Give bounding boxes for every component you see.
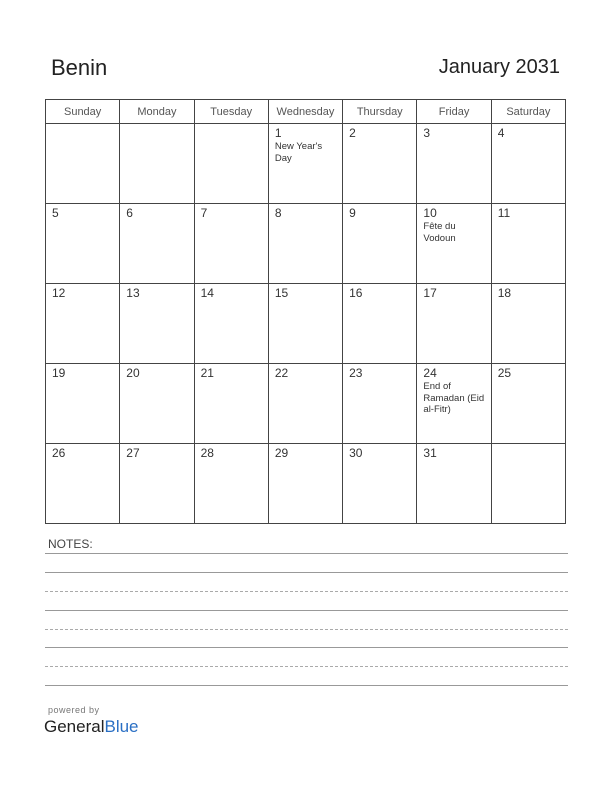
day-cell — [46, 364, 120, 444]
day-number: 8 — [274, 206, 282, 220]
day-cell — [268, 364, 342, 444]
day-number: 10 — [423, 206, 437, 220]
weekday-tuesday: Tuesday — [194, 100, 268, 124]
day-number: 18 — [497, 286, 512, 300]
week-row — [46, 444, 566, 524]
day-cell — [343, 364, 417, 444]
day-number: 22 — [274, 366, 289, 380]
day-cell — [343, 444, 417, 524]
week-row — [46, 124, 566, 204]
calendar-grid — [45, 99, 566, 524]
day-cell — [417, 444, 491, 524]
day-cell — [417, 364, 491, 444]
day-number: 27 — [126, 446, 140, 460]
day-cell — [343, 284, 417, 364]
notes-line — [45, 685, 568, 686]
day-number: 2 — [349, 126, 356, 140]
notes-line — [45, 572, 568, 573]
day-number: 25 — [497, 366, 512, 380]
day-cell — [120, 284, 194, 364]
weekday-wednesday: Wednesday — [268, 100, 342, 124]
day-number: 26 — [52, 446, 66, 460]
day-number: 4 — [497, 126, 505, 140]
weekday-friday: Friday — [417, 100, 491, 124]
day-number: 16 — [349, 286, 363, 300]
day-number: 1 — [274, 126, 282, 140]
day-cell — [46, 124, 120, 204]
day-number: 7 — [200, 206, 208, 220]
day-cell — [417, 204, 491, 284]
weekday-sunday: Sunday — [46, 100, 120, 124]
weekday-header-row — [46, 100, 566, 124]
month-year-title: January 2031 — [438, 56, 560, 78]
day-number: 29 — [274, 446, 289, 460]
generalblue-logo — [44, 717, 139, 737]
day-cell — [194, 124, 268, 204]
day-cell — [46, 444, 120, 524]
day-number: 31 — [423, 446, 437, 460]
day-cell — [491, 124, 565, 204]
day-cell — [491, 204, 565, 284]
day-cell — [194, 284, 268, 364]
day-number: 19 — [52, 366, 66, 380]
day-number: 23 — [349, 366, 363, 380]
day-cell — [120, 364, 194, 444]
day-cell — [491, 284, 565, 364]
day-number: 3 — [423, 126, 431, 140]
day-number: 21 — [200, 366, 214, 380]
day-cell — [343, 124, 417, 204]
day-cell — [120, 444, 194, 524]
day-number: 20 — [126, 366, 140, 380]
brand-blue-text: Blue — [104, 717, 139, 736]
day-cell — [268, 444, 342, 524]
day-number: 30 — [349, 446, 363, 460]
notes-line — [45, 610, 568, 611]
day-cell — [120, 124, 194, 204]
notes-line — [45, 666, 568, 667]
day-cell — [417, 284, 491, 364]
day-cell — [268, 204, 342, 284]
day-cell — [268, 124, 342, 204]
weekday-monday: Monday — [120, 100, 194, 124]
holiday-label: New Year's Day — [274, 141, 323, 164]
week-row — [46, 364, 566, 444]
day-number: 17 — [423, 286, 437, 300]
notes-label: NOTES: — [48, 537, 93, 551]
day-number: 14 — [200, 286, 214, 300]
day-number: 12 — [52, 286, 66, 300]
day-number: 15 — [274, 286, 289, 300]
weekday-thursday: Thursday — [343, 100, 417, 124]
day-number: 13 — [126, 286, 140, 300]
week-row — [46, 284, 566, 364]
day-cell — [194, 204, 268, 284]
weekday-saturday: Saturday — [491, 100, 565, 124]
country-title: Benin — [51, 55, 108, 80]
day-cell — [46, 204, 120, 284]
day-number: 24 — [423, 366, 437, 380]
day-cell — [268, 284, 342, 364]
day-cell — [194, 444, 268, 524]
holiday-label: Fête du Vodoun — [423, 221, 456, 244]
day-number: 6 — [126, 206, 133, 220]
week-row — [46, 204, 566, 284]
notes-line — [45, 553, 568, 554]
calendar-body — [46, 124, 566, 524]
notes-line — [45, 591, 568, 592]
powered-by-text: powered by — [48, 705, 100, 715]
day-number: 9 — [349, 206, 356, 220]
day-cell — [417, 124, 491, 204]
notes-line — [45, 629, 568, 630]
day-cell — [120, 204, 194, 284]
brand-general-text: General — [44, 717, 105, 736]
day-number: 11 — [497, 206, 511, 220]
day-number: 28 — [200, 446, 214, 460]
day-number: 5 — [52, 206, 59, 220]
day-cell — [343, 204, 417, 284]
holiday-label: End of Ramadan (Eid al-Fitr) — [423, 381, 485, 415]
day-cell — [491, 364, 565, 444]
notes-line — [45, 647, 568, 648]
day-cell — [491, 444, 565, 524]
day-cell — [194, 364, 268, 444]
day-cell — [46, 284, 120, 364]
